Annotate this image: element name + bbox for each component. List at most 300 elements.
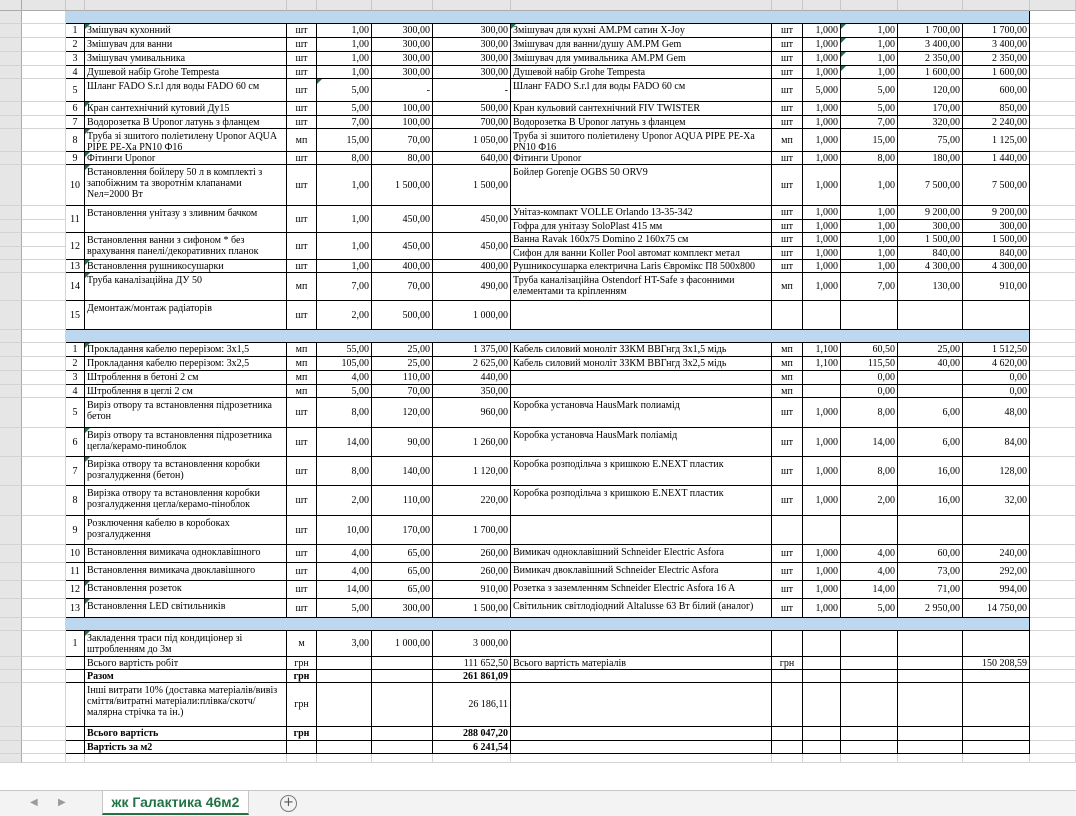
cell-text[interactable]: шт [772, 260, 803, 273]
cell-text[interactable]: шт [287, 486, 317, 516]
cell-number[interactable]: 180,00 [898, 152, 963, 165]
cell-number[interactable]: 2,00 [841, 486, 898, 516]
cell-number[interactable]: 4 300,00 [898, 260, 963, 273]
cell-number[interactable]: 100,00 [372, 102, 433, 116]
row-header[interactable] [0, 11, 22, 24]
cell-number[interactable]: 55,00 [317, 343, 372, 357]
cell-text[interactable]: Вимикач двоклавішний Schneider Electric Asfora [511, 563, 772, 581]
cell-empty[interactable] [1030, 618, 1076, 631]
cell-number[interactable]: 400,00 [433, 260, 511, 273]
cell-text[interactable]: 3 [66, 371, 85, 385]
cell-text[interactable]: Встановлення рушникосушарки [85, 260, 287, 273]
cell-number[interactable]: 1,100 [803, 343, 841, 357]
cell-number[interactable]: 65,00 [372, 581, 433, 599]
cell-number[interactable]: 1,000 [803, 24, 841, 38]
cell-number[interactable]: 288 047,20 [433, 727, 511, 741]
cell-text[interactable]: шт [287, 79, 317, 102]
cell-number[interactable]: 70,00 [372, 129, 433, 152]
cell-number[interactable]: 0,00 [963, 371, 1030, 385]
cell-number[interactable]: 8,00 [317, 457, 372, 486]
cell-empty[interactable] [317, 657, 372, 670]
cell-number[interactable]: 1,000 [803, 165, 841, 206]
cell-empty[interactable] [22, 79, 66, 102]
cell-text[interactable]: Бойлер Gorenje OGBS 50 ORV9 [511, 165, 772, 206]
cell-text[interactable]: шт [287, 599, 317, 618]
row-header[interactable] [0, 52, 22, 66]
cell-empty[interactable] [1030, 657, 1076, 670]
cell-number[interactable]: 7,00 [841, 116, 898, 129]
row-header[interactable] [0, 247, 22, 260]
cell-empty[interactable] [963, 754, 1030, 763]
cell-empty[interactable] [22, 457, 66, 486]
cell-empty[interactable] [1030, 38, 1076, 52]
cell-number[interactable]: 1,000 [803, 563, 841, 581]
cell-empty[interactable] [1030, 206, 1076, 220]
cell-number[interactable]: 120,00 [372, 398, 433, 428]
cell-empty[interactable] [22, 52, 66, 66]
cell-empty[interactable] [1030, 599, 1076, 618]
cell-text[interactable]: шт [772, 52, 803, 66]
cell-number[interactable]: 994,00 [963, 581, 1030, 599]
cell-empty[interactable] [772, 516, 803, 545]
cell-text[interactable]: мп [772, 371, 803, 385]
cell-number[interactable]: 240,00 [963, 545, 1030, 563]
cell-empty[interactable] [22, 727, 66, 741]
cell-number[interactable]: 300,00 [963, 220, 1030, 233]
row-header[interactable] [0, 152, 22, 165]
cell-text[interactable]: шт [287, 66, 317, 79]
cell-empty[interactable] [1030, 727, 1076, 741]
cell-number[interactable]: 400,00 [372, 260, 433, 273]
cell-number[interactable]: 1,00 [841, 165, 898, 206]
cell-empty[interactable] [22, 486, 66, 516]
cell-number[interactable]: 1 500,00 [433, 599, 511, 618]
cell-text[interactable]: шт [287, 102, 317, 116]
cell-number[interactable]: 60,50 [841, 343, 898, 357]
cell-text[interactable]: 13 [66, 599, 85, 618]
cell-text[interactable]: шт [287, 24, 317, 38]
cell-empty[interactable] [963, 516, 1030, 545]
cell-empty[interactable] [1030, 79, 1076, 102]
cell-text[interactable]: Всього вартість [85, 727, 287, 741]
cell-empty[interactable] [22, 683, 66, 727]
cell-number[interactable]: 8,00 [317, 152, 372, 165]
cell-empty[interactable] [22, 516, 66, 545]
cell-number[interactable]: 25,00 [898, 343, 963, 357]
cell-empty[interactable] [22, 152, 66, 165]
cell-number[interactable]: 1,00 [317, 233, 372, 260]
cell-empty[interactable] [841, 657, 898, 670]
cell-empty[interactable] [963, 631, 1030, 657]
cell-number[interactable]: 100,00 [372, 116, 433, 129]
cell-number[interactable]: 15,00 [317, 129, 372, 152]
cell-number[interactable]: 600,00 [963, 79, 1030, 102]
row-header[interactable] [0, 398, 22, 428]
cell-number[interactable]: 260,00 [433, 545, 511, 563]
cell-empty[interactable] [841, 741, 898, 754]
row-header[interactable] [0, 457, 22, 486]
cell-empty[interactable] [1030, 385, 1076, 398]
cell-number[interactable]: 1,00 [317, 165, 372, 206]
cell-empty[interactable] [66, 727, 85, 741]
column-header[interactable] [22, 0, 66, 11]
row-header[interactable] [0, 260, 22, 273]
cell-number[interactable]: 1,100 [803, 357, 841, 371]
cell-empty[interactable] [22, 618, 66, 631]
cell-number[interactable]: 1,00 [317, 66, 372, 79]
column-header[interactable] [772, 0, 803, 11]
cell-number[interactable]: 1,000 [803, 247, 841, 260]
cell-empty[interactable] [22, 116, 66, 129]
cell-empty[interactable] [1030, 516, 1076, 545]
row-header[interactable] [0, 66, 22, 79]
cell-text[interactable]: 7 [66, 116, 85, 129]
tab-scroll-area[interactable] [306, 791, 1076, 815]
cell-number[interactable]: 1,00 [317, 206, 372, 233]
cell-empty[interactable] [22, 631, 66, 657]
row-header[interactable] [0, 486, 22, 516]
cell-text[interactable]: шт [772, 66, 803, 79]
cell-empty[interactable] [772, 631, 803, 657]
cell-number[interactable]: 8,00 [841, 398, 898, 428]
cell-number[interactable]: 5,00 [841, 79, 898, 102]
cell-number[interactable]: 111 652,50 [433, 657, 511, 670]
cell-number[interactable]: 1,000 [803, 66, 841, 79]
cell-number[interactable]: 1,000 [803, 116, 841, 129]
cell-text[interactable]: 6 [66, 102, 85, 116]
row-header[interactable] [0, 385, 22, 398]
cell-empty[interactable] [287, 754, 317, 763]
cell-empty[interactable] [511, 683, 772, 727]
cell-empty[interactable] [22, 371, 66, 385]
cell-empty[interactable] [898, 670, 963, 683]
cell-text[interactable]: шт [287, 398, 317, 428]
cell-empty[interactable] [1030, 581, 1076, 599]
cell-empty[interactable] [372, 754, 433, 763]
cell-text[interactable]: Встановлення бойлеру 50 л в комплекті з запобіжним та зворотнім клапанами Nел=2000 Вт [85, 165, 287, 206]
cell-number[interactable]: 80,00 [372, 152, 433, 165]
cell-number[interactable]: 640,00 [433, 152, 511, 165]
cell-number[interactable]: 115,50 [841, 357, 898, 371]
cell-number[interactable]: 110,00 [372, 371, 433, 385]
cell-number[interactable]: 2,00 [317, 301, 372, 330]
cell-text[interactable]: Разом [85, 670, 287, 683]
cell-number[interactable]: 1,000 [803, 129, 841, 152]
cell-text[interactable]: Демонтаж/монтаж радіаторів [85, 301, 287, 330]
cell-number[interactable]: 350,00 [433, 385, 511, 398]
cell-empty[interactable] [1030, 670, 1076, 683]
cell-number[interactable]: 1,000 [803, 38, 841, 52]
cell-empty[interactable] [1030, 683, 1076, 727]
cell-empty[interactable] [1030, 152, 1076, 165]
cell-number[interactable]: 1 125,00 [963, 129, 1030, 152]
cell-empty[interactable] [1030, 301, 1076, 330]
cell-number[interactable]: 9 200,00 [963, 206, 1030, 220]
cell-text[interactable]: Змішувач для кухні AM.PM сатин X-Joy [511, 24, 772, 38]
cell-empty[interactable] [22, 129, 66, 152]
cell-empty[interactable] [1030, 260, 1076, 273]
cell-text[interactable]: шт [287, 165, 317, 206]
cell-text[interactable]: Кран сантехнічний кутовий Ду15 [85, 102, 287, 116]
cell-text[interactable]: 7 [66, 457, 85, 486]
cell-number[interactable]: 75,00 [898, 129, 963, 152]
cell-empty[interactable] [1030, 486, 1076, 516]
cell-empty[interactable] [511, 516, 772, 545]
cell-empty[interactable] [22, 398, 66, 428]
cell-text[interactable]: Всього вартість робіт [85, 657, 287, 670]
cell-text[interactable]: Коробка установча HausMark поліамід [511, 428, 772, 457]
cell-text[interactable]: шт [287, 152, 317, 165]
cell-empty[interactable] [803, 754, 841, 763]
cell-number[interactable]: 8,00 [317, 398, 372, 428]
cell-empty[interactable] [772, 727, 803, 741]
cell-empty[interactable] [1030, 357, 1076, 371]
cell-empty[interactable] [511, 754, 772, 763]
cell-number[interactable]: 16,00 [898, 486, 963, 516]
cell-text[interactable]: 2 [66, 357, 85, 371]
cell-number[interactable]: 7,00 [317, 116, 372, 129]
cell-number[interactable]: 840,00 [963, 247, 1030, 260]
cell-number[interactable]: 1,000 [803, 398, 841, 428]
cell-empty[interactable] [287, 741, 317, 754]
cell-number[interactable]: 300,00 [433, 38, 511, 52]
cell-number[interactable]: 4,00 [317, 371, 372, 385]
cell-number[interactable]: 1,000 [803, 486, 841, 516]
cell-text[interactable]: Кабель силовий моноліт ЗЗКМ ВВГнгд 3х1,5 мідь [511, 343, 772, 357]
cell-number[interactable]: 130,00 [898, 273, 963, 301]
cell-number[interactable]: 14,00 [841, 428, 898, 457]
cell-text[interactable]: Шланг FADO S.r.l для воды FADO 60 см [511, 79, 772, 102]
row-header[interactable] [0, 741, 22, 754]
cell-number[interactable]: 1,00 [841, 24, 898, 38]
cell-empty[interactable] [85, 754, 287, 763]
cell-empty[interactable] [22, 581, 66, 599]
cell-empty[interactable] [22, 260, 66, 273]
cell-text[interactable]: Коробка установча HausMark полиамід [511, 398, 772, 428]
cell-text[interactable]: Виріз отвору та встановлення підрозетника бетон [85, 398, 287, 428]
cell-text[interactable]: 9 [66, 516, 85, 545]
cell-number[interactable]: 1,000 [803, 599, 841, 618]
section-header[interactable] [66, 11, 1030, 24]
cell-number[interactable]: 440,00 [433, 371, 511, 385]
row-header[interactable] [0, 301, 22, 330]
cell-number[interactable]: 65,00 [372, 563, 433, 581]
cell-empty[interactable] [22, 357, 66, 371]
cell-number[interactable]: 25,00 [372, 357, 433, 371]
cell-text[interactable]: Змішувач для ванни [85, 38, 287, 52]
cell-text[interactable]: 11 [66, 563, 85, 581]
column-header[interactable] [287, 0, 317, 11]
cell-number[interactable]: 1,00 [841, 247, 898, 260]
cell-empty[interactable] [22, 24, 66, 38]
cell-number[interactable]: 105,00 [317, 357, 372, 371]
cell-empty[interactable] [772, 754, 803, 763]
cell-text[interactable]: 5 [66, 79, 85, 102]
cell-number[interactable]: 4 620,00 [963, 357, 1030, 371]
cell-empty[interactable] [1030, 741, 1076, 754]
cell-text[interactable]: Штроблення в бетоні 2 см [85, 371, 287, 385]
cell-empty[interactable] [803, 727, 841, 741]
cell-text[interactable]: Гофра для унітазу SoloPlast 415 мм [511, 220, 772, 233]
cell-text[interactable]: шт [287, 545, 317, 563]
cell-number[interactable]: 1,000 [803, 102, 841, 116]
cell-number[interactable]: 14,00 [841, 581, 898, 599]
cell-empty[interactable] [772, 670, 803, 683]
cell-empty[interactable] [372, 657, 433, 670]
cell-number[interactable]: 5,000 [803, 79, 841, 102]
cell-number[interactable]: 1,00 [317, 52, 372, 66]
cell-number[interactable]: 5,00 [317, 79, 372, 102]
cell-empty[interactable] [1030, 233, 1076, 247]
cell-empty[interactable] [1030, 102, 1076, 116]
cell-text[interactable]: шт [772, 563, 803, 581]
cell-empty[interactable] [511, 385, 772, 398]
cell-number[interactable]: 70,00 [372, 385, 433, 398]
cell-text[interactable]: 15 [66, 301, 85, 330]
cell-text[interactable]: 13 [66, 260, 85, 273]
cell-text[interactable]: Закладення траси під кондиціонер зі штробленням до 3м [85, 631, 287, 657]
cell-number[interactable]: 300,00 [433, 66, 511, 79]
column-header[interactable] [1030, 0, 1076, 11]
cell-empty[interactable] [511, 727, 772, 741]
cell-number[interactable]: 4,00 [317, 545, 372, 563]
cell-number[interactable]: 910,00 [963, 273, 1030, 301]
cell-text[interactable]: шт [772, 457, 803, 486]
cell-number[interactable]: 7 500,00 [898, 165, 963, 206]
cell-text[interactable]: Виріз отвору та встановлення підрозетника цегла/керамо-пиноблок [85, 428, 287, 457]
cell-empty[interactable] [1030, 165, 1076, 206]
cell-empty[interactable] [1030, 457, 1076, 486]
cell-empty[interactable] [841, 631, 898, 657]
cell-text[interactable]: Прокладання кабелю перерізом: 3х1,5 [85, 343, 287, 357]
cell-number[interactable]: 0,00 [841, 385, 898, 398]
cell-number[interactable]: 1,000 [803, 428, 841, 457]
cell-number[interactable]: 1 500,00 [433, 165, 511, 206]
row-header[interactable] [0, 357, 22, 371]
cell-empty[interactable] [317, 741, 372, 754]
cell-empty[interactable] [898, 741, 963, 754]
cell-empty[interactable] [22, 11, 66, 24]
cell-empty[interactable] [772, 741, 803, 754]
cell-number[interactable]: 5,00 [841, 599, 898, 618]
cell-empty[interactable] [963, 727, 1030, 741]
section-header[interactable] [66, 618, 1030, 631]
cell-empty[interactable] [803, 516, 841, 545]
cell-empty[interactable] [898, 631, 963, 657]
cell-empty[interactable] [66, 754, 85, 763]
cell-empty[interactable] [22, 273, 66, 301]
cell-number[interactable]: 960,00 [433, 398, 511, 428]
cell-empty[interactable] [841, 754, 898, 763]
cell-number[interactable]: 14,00 [317, 581, 372, 599]
cell-number[interactable]: 128,00 [963, 457, 1030, 486]
cell-number[interactable]: 1,000 [803, 273, 841, 301]
cell-number[interactable]: 2 350,00 [963, 52, 1030, 66]
cell-text[interactable]: шт [287, 581, 317, 599]
cell-empty[interactable] [803, 670, 841, 683]
row-header[interactable] [0, 102, 22, 116]
cell-text[interactable]: Вирізка отвору та встановлення коробки розгалудження цегла/керамо-піноблок [85, 486, 287, 516]
cell-text[interactable]: мп [772, 385, 803, 398]
cell-text[interactable]: шт [772, 116, 803, 129]
cell-empty[interactable] [1030, 129, 1076, 152]
sheet-tab-active[interactable]: жк Галактика 46м2 [102, 791, 249, 815]
cell-number[interactable]: 4 300,00 [963, 260, 1030, 273]
cell-empty[interactable] [66, 683, 85, 727]
cell-text[interactable]: Розключення кабелю в коробоках розгалудження [85, 516, 287, 545]
cell-text[interactable]: 12 [66, 233, 85, 260]
cell-text[interactable]: шт [287, 260, 317, 273]
cell-text[interactable]: 2 [66, 38, 85, 52]
cell-number[interactable]: 14,00 [317, 428, 372, 457]
cell-number[interactable]: 1,00 [841, 66, 898, 79]
cell-number[interactable]: 1,00 [317, 260, 372, 273]
add-sheet-button[interactable]: + [280, 795, 297, 812]
cell-number[interactable]: 300,00 [898, 220, 963, 233]
cell-empty[interactable] [841, 670, 898, 683]
column-header[interactable] [433, 0, 511, 11]
cell-text[interactable]: шт [287, 206, 317, 233]
cell-number[interactable]: 26 186,11 [433, 683, 511, 727]
row-header[interactable] [0, 727, 22, 741]
cell-empty[interactable] [22, 66, 66, 79]
cell-empty[interactable] [803, 683, 841, 727]
cell-text[interactable]: Змішувач для ванни/душу AM.PM Gem [511, 38, 772, 52]
cell-empty[interactable] [22, 670, 66, 683]
cell-text[interactable]: шт [287, 516, 317, 545]
row-header[interactable] [0, 563, 22, 581]
cell-empty[interactable] [511, 301, 772, 330]
cell-text[interactable]: грн [772, 657, 803, 670]
cell-number[interactable]: 65,00 [372, 545, 433, 563]
cell-number[interactable]: 140,00 [372, 457, 433, 486]
cell-text[interactable]: Змішувач кухонний [85, 24, 287, 38]
cell-text[interactable]: Прокладання кабелю перерізом: 3х2,5 [85, 357, 287, 371]
cell-text[interactable]: мп [772, 129, 803, 152]
cell-text[interactable]: грн [287, 683, 317, 727]
cell-text[interactable]: шт [772, 428, 803, 457]
cell-number[interactable]: 1,000 [803, 233, 841, 247]
cell-number[interactable]: 1 000,00 [433, 301, 511, 330]
cell-number[interactable]: 300,00 [372, 38, 433, 52]
cell-number[interactable]: 500,00 [372, 301, 433, 330]
cell-empty[interactable] [511, 371, 772, 385]
cell-text[interactable]: Світильник світлодіодний Altalusse 63 Вт білий (аналог) [511, 599, 772, 618]
cell-number[interactable]: 700,00 [433, 116, 511, 129]
cell-text[interactable]: Труба зі зшитого поліетилену Uponor AQUA PIPE PE-Xa PN10 Ф16 [85, 129, 287, 152]
cell-number[interactable]: 840,00 [898, 247, 963, 260]
row-header[interactable] [0, 545, 22, 563]
cell-empty[interactable] [803, 631, 841, 657]
row-header[interactable] [0, 206, 22, 220]
cell-empty[interactable] [841, 683, 898, 727]
cell-empty[interactable] [963, 741, 1030, 754]
cell-number[interactable]: 3 400,00 [898, 38, 963, 52]
cell-text[interactable]: Змішувач для умивальника AM.PM Gem [511, 52, 772, 66]
cell-number[interactable]: 5,00 [317, 102, 372, 116]
cell-number[interactable]: 3,00 [317, 631, 372, 657]
cell-number[interactable]: 1 700,00 [898, 24, 963, 38]
cell-number[interactable]: 84,00 [963, 428, 1030, 457]
cell-empty[interactable] [317, 754, 372, 763]
cell-number[interactable]: 110,00 [372, 486, 433, 516]
cell-text[interactable]: мп [772, 273, 803, 301]
cell-number[interactable]: 40,00 [898, 357, 963, 371]
cell-text[interactable]: Сифон для ванни Koller Pool автомат комплект метал [511, 247, 772, 260]
cell-text[interactable]: шт [772, 24, 803, 38]
cell-number[interactable]: 300,00 [372, 24, 433, 38]
tab-next-icon[interactable]: ▶ [58, 797, 66, 808]
